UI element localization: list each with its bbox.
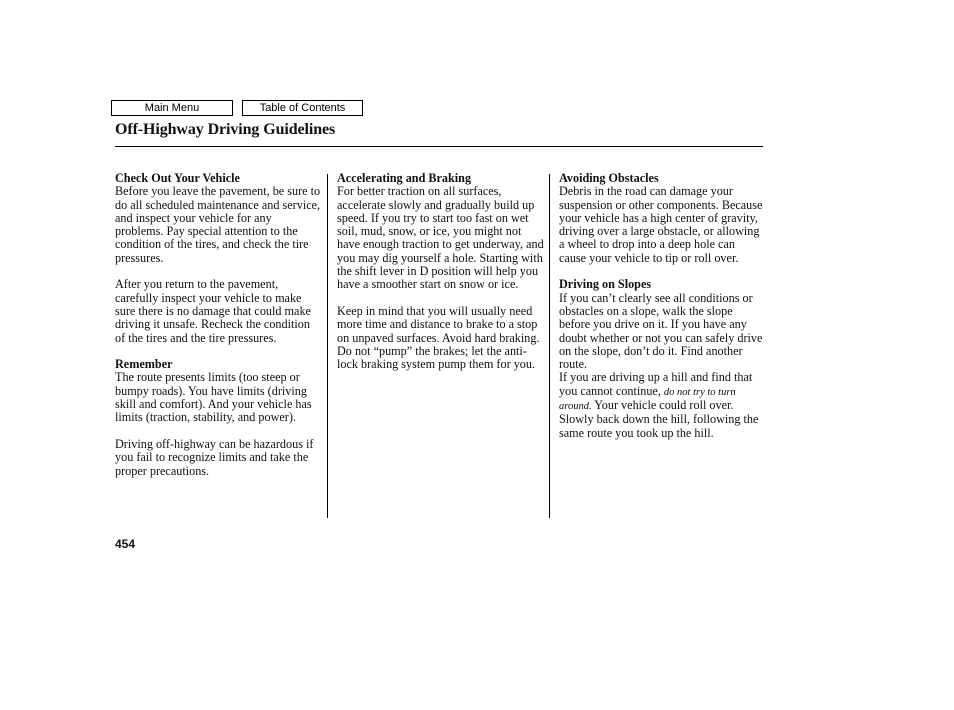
paragraph-text: If you are driving up a hill and find that you cannot continue, [559, 370, 753, 398]
page-number: 454 [115, 537, 136, 551]
section-heading-check-vehicle: Check Out Your Vehicle [115, 171, 240, 185]
section-heading-avoiding-obstacles: Avoiding Obstacles [559, 171, 659, 185]
paragraph: Debris in the road can damage your suspension or other components. Because your vehicle has a high center of gravity, driving over a large obstacle, or allowing a wheel to drop into a deep hole can cause your vehicle to tip or roll over. [559, 184, 763, 265]
paragraph: Before you leave the pavement, be sure to do all scheduled maintenance and service, and inspect your vehicle for any problems. Pay special attention to the condition of the tires, and check the tire pressures. [115, 184, 321, 265]
section-heading-remember: Remember [115, 357, 173, 372]
paragraph: For better traction on all surfaces, accelerate slowly and gradually build up speed. If you try to start too fast on wet soil, mud, snow, or ice, you might not have enough traction to get underway, and you may dig yourself a hole. Starting with the shift lever in D position will help you have a smoother start on snow or ice. [337, 184, 544, 292]
paragraph-text: Your vehicle could roll over. Slowly back down the hill, following the same route you took up the hill. [559, 398, 759, 440]
column-1 [115, 172, 321, 478]
emphasis-warning: do not try to turn around. [559, 386, 736, 413]
title-divider [115, 146, 763, 147]
column-3 [559, 172, 765, 440]
paragraph: Keep in mind that you will usually need more time and distance to brake to a stop on unpaved surfaces. Avoid hard braking. Do not “pump” the brakes; let the anti-lock braking system pump them for you. [337, 303, 540, 372]
section-heading-accelerating-braking: Accelerating and Braking [337, 171, 472, 185]
paragraph: If you can’t clearly see all conditions or obstacles on a slope, walk the slope before you drive on it. If you have any doubt whether or not you can safely drive on the slope, don’t do it. Find another route. [559, 290, 763, 372]
column-2 [337, 172, 545, 371]
section-heading-driving-slopes: Driving on Slopes [559, 277, 652, 292]
paragraph: Driving off-highway can be hazardous if you fail to recognize limits and take the proper precautions. [115, 436, 314, 478]
main-menu-button[interactable]: Main Menu [111, 100, 233, 116]
page-title: Off-Highway Driving Guidelines [115, 121, 336, 138]
paragraph [559, 371, 765, 439]
paragraph: After you return to the pavement, carefully inspect your vehicle to make sure there is no damage that could make driving it unsafe. Recheck the condition of the tires and the tire pressures. [115, 277, 311, 345]
column-divider [549, 174, 550, 518]
column-divider [327, 174, 328, 518]
paragraph: The route presents limits (too steep or bumpy roads). You have limits (driving skill and comfort). And your vehicle has limits (traction, stability, and power). [115, 370, 312, 425]
table-of-contents-button[interactable]: Table of Contents [242, 100, 363, 116]
